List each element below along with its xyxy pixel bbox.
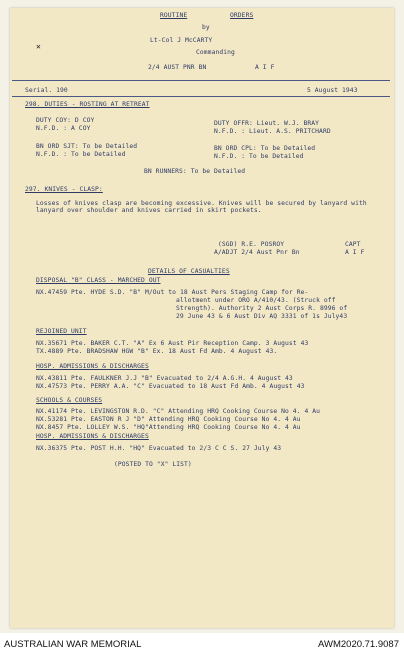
serial-date: 5 August 1943 <box>307 87 358 94</box>
header-by: by <box>202 24 210 31</box>
signature-title: A/ADJT 2/4 Aust Pnr Bn <box>214 249 300 256</box>
bn-ord-sjt: BN ORD SJT: To be Detailed <box>36 143 138 150</box>
header-routine: ROUTINE <box>160 12 188 19</box>
section-297-body: Losses of knives clasp are becoming excessive. Knives will be secured by lanyard with lanyard over shoulder and knives carried in skirt pockets. <box>36 200 367 214</box>
header-aif: A I F <box>255 64 275 71</box>
disposal-line-3: Strength). Authority 2 Aust Corps R. 8996 of <box>176 305 348 312</box>
rejoined-line-2: TX.4889 Pte. BRADSHAW HGW "B" Ex. 18 Aust Fd Amb. 4 August 43. <box>36 348 278 355</box>
schools-line-3: NX.8457 Pte. LOLLEY W.S. "HQ"Attending HRQ Cooking Course No 4. 4 Au <box>36 424 301 431</box>
hosp-line-2: NX.47573 Pte. PERRY A.A. "C" Evacuated to 18 Aust Fd Amb. 4 August 43 <box>36 383 305 390</box>
nfd-offr: N.F.D. : Lieut. A.S. PRITCHARD <box>214 128 331 135</box>
casualties-title: DETAILS OF CASUALTIES <box>148 268 230 275</box>
nfd-coy: N.F.D. : A COY <box>36 125 91 132</box>
duty-offr: DUTY OFFR: Lieut. W.J. BRAY <box>214 120 320 127</box>
signature-name: (SGD) R.E. POSROY <box>218 241 285 248</box>
bn-runners: BN RUNNERS: To be Detailed <box>144 168 246 175</box>
rejoined-heading: REJOINED UNIT <box>36 328 87 335</box>
nfd-sjt: N.F.D. : To be Detailed <box>36 151 126 158</box>
header-rule-top <box>12 80 390 81</box>
header-unit: 2/4 AUST PNR BN <box>148 64 207 71</box>
hosp-line-1: NX.43811 Pte. FAULKNER J.J "B" Evacuated to 2/4 A.G.H. 4 August 43 <box>36 375 293 382</box>
disposal-line-1: NX.47459 Pte. HYDE S.D. "B" M/Out to 18 Aust Pers Staging Camp for Re- <box>36 289 309 296</box>
footer-bar <box>0 633 404 653</box>
duty-coy: DUTY COY: D COY <box>36 117 95 124</box>
section-298-heading: 298. DUTIES - ROSTING AT RETREAT <box>25 101 150 108</box>
header-commanding: Commanding <box>196 49 235 56</box>
disposal-line-4: 29 June 43 & 6 Aust Div AQ 3331 of 1s July43 <box>176 313 348 320</box>
nfd-cpl: N.F.D. : To be Detailed <box>214 153 304 160</box>
schools-line-1: NX.41174 Pte. LEVINGSTON R.D. "C" Attending HRQ Cooking Course No 4. 4 Au <box>36 408 321 415</box>
hosp2-line-2: (POSTED TO "X" LIST) <box>114 461 192 468</box>
serial-number: Serial. 190 <box>25 87 68 94</box>
section-297-heading: 297. KNIVES - CLASP: <box>25 186 103 193</box>
schools-heading: SCHOOLS & COURSES <box>36 397 103 404</box>
footer-institution: AUSTRALIAN WAR MEMORIAL <box>4 639 142 650</box>
disposal-line-2: allotment under ORO A/410/43. (Struck off <box>176 297 336 304</box>
hosp-heading-2: HOSP. ADMISSIONS & DISCHARGES <box>36 433 149 440</box>
signature-rank: CAPT <box>345 241 361 248</box>
hosp2-line-1: NX.36375 Pte. POST H.H. "HQ" Evacuated to 2/3 C C S. 27 July 43 <box>36 445 282 452</box>
bn-ord-cpl: BN ORD CPL: To be Detailed <box>214 145 316 152</box>
handwritten-mark: ✕ <box>36 42 41 51</box>
disposal-heading: DISPOSAL "B" CLASS - MARCHED OUT <box>36 277 161 284</box>
schools-line-2: NX.53281 Pte. EASTON R J "D" Attending HRQ Cooking Course No 4. 4 Au <box>36 416 301 423</box>
signature-aif: A I F <box>345 249 365 256</box>
header-officer: Lt-Col J McCARTY <box>150 37 213 44</box>
footer-accession: AWM2020.71.9087 <box>318 639 399 650</box>
rejoined-line-1: NX.35671 Pte. BAKER C.T. "A" Ex 6 Aust Pir Reception Camp. 3 August 43 <box>36 340 309 347</box>
header-rule-bottom <box>12 96 390 97</box>
hosp-heading-1: HOSP. ADMISSIONS & DISCHARGES <box>36 363 149 370</box>
header-orders: ORDERS <box>230 12 254 19</box>
